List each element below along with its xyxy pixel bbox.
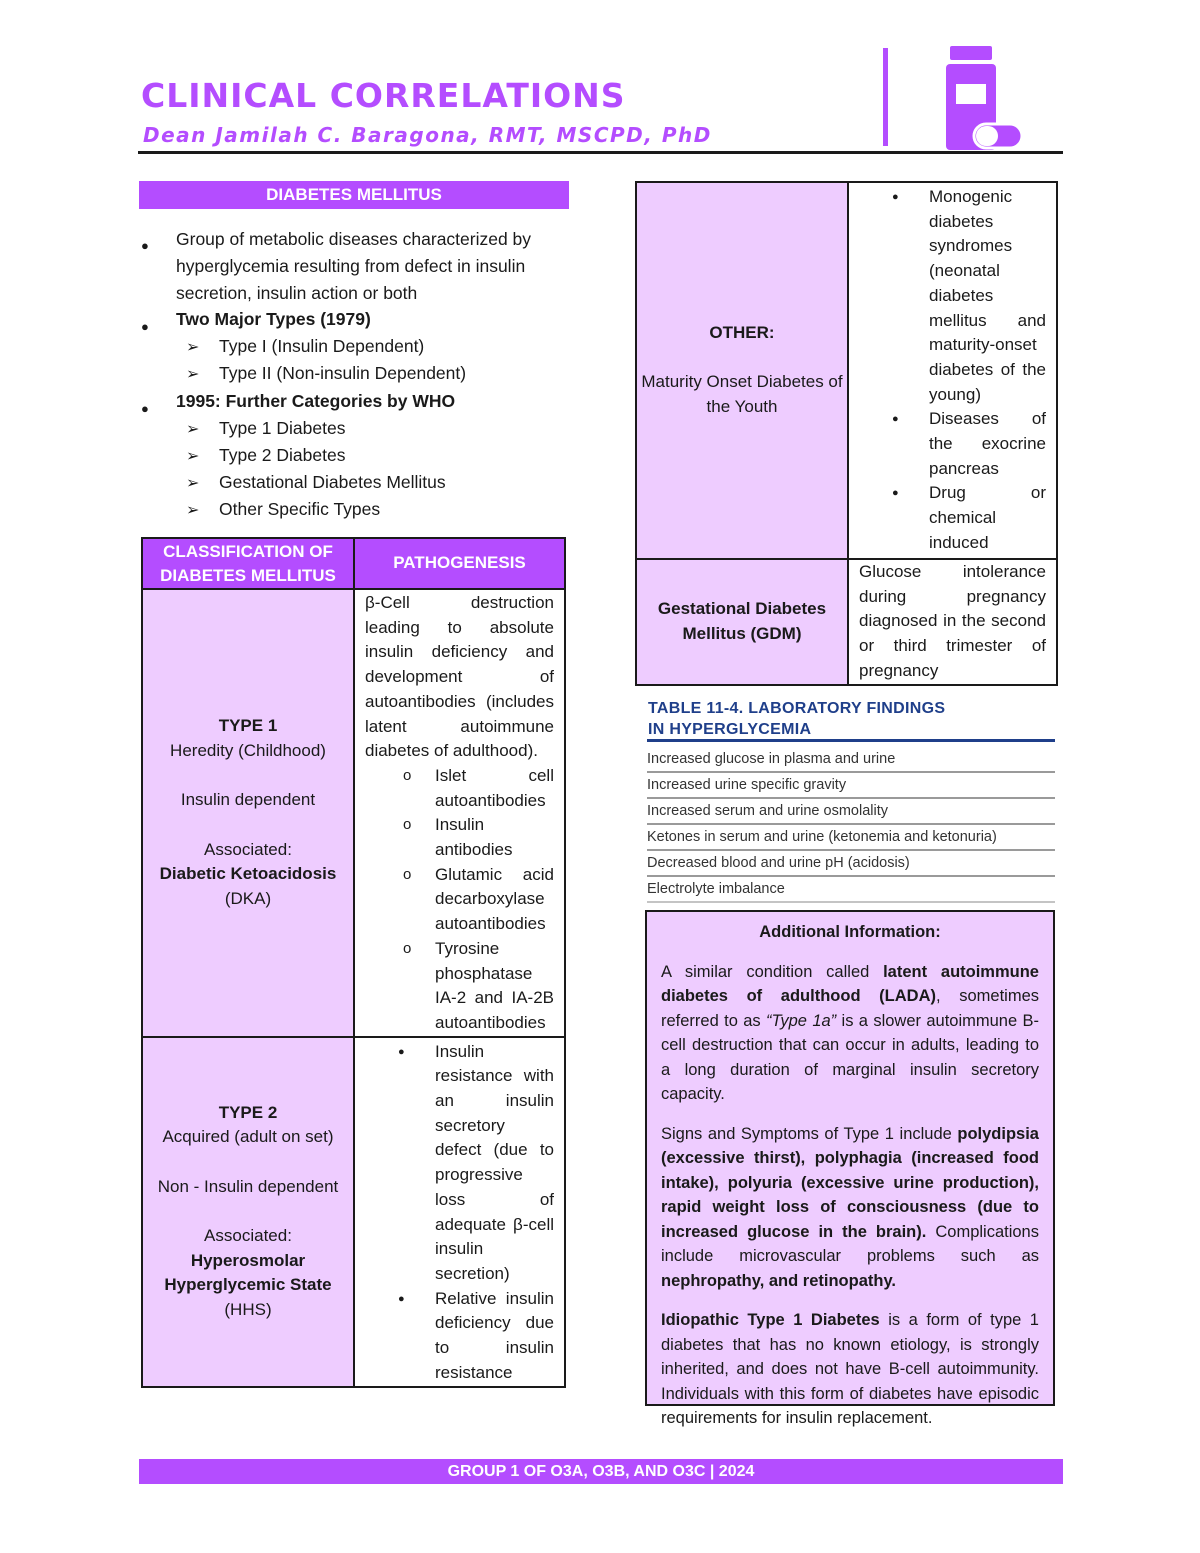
text-span: Complications include microvascular problems such as bbox=[661, 1222, 1039, 1265]
type1-assoc-label: Associated: bbox=[204, 839, 292, 859]
type1-assoc-abbr: (DKA) bbox=[224, 888, 272, 908]
autoantibody-list bbox=[365, 764, 554, 1036]
medicine-bottle-icon bbox=[936, 44, 1026, 156]
list-item: Type 1 Diabetes bbox=[219, 418, 346, 438]
section-title-diabetes: DIABETES MELLITUS bbox=[139, 181, 569, 209]
table-row: Increased serum and urine osmolality bbox=[647, 799, 1055, 825]
idiopathic-paragraph bbox=[661, 1308, 1039, 1431]
type1-assoc-name: Diabetic Ketoacidosis bbox=[159, 864, 337, 884]
author-line: Dean Jamilah C. Baragona, RMT, MSCPD, PhD bbox=[143, 123, 712, 147]
other-subtitle: Maturity Onset Diabetes of the Youth bbox=[641, 372, 843, 417]
list-item: ● Drug or chemical induced bbox=[929, 481, 1046, 555]
list-item: Gestational Diabetes Mellitus bbox=[219, 472, 446, 492]
other-name: OTHER: bbox=[709, 323, 775, 343]
type1-insulin: Insulin dependent bbox=[180, 790, 316, 810]
idiopathic-term: Idiopathic Type 1 Diabetes bbox=[661, 1311, 880, 1329]
gdm-name: Gestational Diabetes Mellitus (GDM) bbox=[636, 559, 848, 685]
complications-terms: nephropathy, and retinopathy. bbox=[661, 1271, 896, 1290]
text-span: is a form of type 1 diabetes that has no known etiology, is strongly inherited, and does not have B-cell autoimmunity. Individuals with this form of diabetes have episodic requirements for insulin replacement. bbox=[661, 1311, 1039, 1427]
arrow-bullet-icon: ➢ bbox=[186, 421, 200, 438]
list-item: o Tyrosine phosphatase IA-2 and IA-2B autoantibodies bbox=[435, 937, 554, 1036]
type2-pathogenesis-cell bbox=[354, 1037, 565, 1387]
table-row: Increased glucose in plasma and urine bbox=[647, 747, 1055, 773]
page-title: CLINICAL CORRELATIONS bbox=[141, 76, 626, 115]
type2-insulin: Non - Insulin dependent bbox=[157, 1176, 339, 1196]
definition-text: Group of metabolic diseases characterized by hyperglycemia resulting from defect in insulin secretion, insulin action or both bbox=[176, 229, 532, 303]
table-row: Ketones in serum and urine (ketonemia and ketonuria) bbox=[647, 825, 1055, 851]
table-row-gdm bbox=[636, 559, 1057, 685]
arrow-bullet-icon: ➢ bbox=[186, 339, 200, 356]
list-item: o Islet cell autoantibodies bbox=[435, 764, 554, 813]
type1a-term: “Type 1a” bbox=[766, 1011, 837, 1030]
table-row-other bbox=[636, 182, 1057, 559]
arrow-bullet-icon: ➢ bbox=[186, 502, 200, 519]
type1-pathogenesis-text: β-Cell destruction leading to absolute insulin deficiency and development of autoantibodies (includes latent autoimmune diabetes of adulthood). bbox=[365, 593, 554, 761]
list-item: ● Diseases of the exocrine pancreas bbox=[929, 407, 1046, 481]
header-rule bbox=[138, 151, 1063, 154]
list-item: ● Monogenic diabetes syndromes (neonatal diabetes mellitus and maturity-onset diabetes of the young) bbox=[929, 185, 1046, 407]
additional-info-box bbox=[645, 910, 1055, 1427]
text-span: , sometimes referred to as bbox=[661, 987, 1039, 1030]
major-types-heading: Two Major Types (1979) bbox=[176, 309, 371, 329]
table-row-type2 bbox=[142, 1037, 565, 1387]
lada-paragraph bbox=[661, 960, 1039, 1107]
type1-name: TYPE 1 bbox=[218, 716, 278, 736]
list-item: ● Insulin resistance with an insulin secretory defect (due to progressive loss of adequate β-cell insulin secretion) bbox=[435, 1040, 554, 1287]
type1-heredity: Heredity (Childhood) bbox=[170, 740, 326, 760]
arrow-bullet-icon: ➢ bbox=[186, 448, 200, 465]
bullet-icon: ● bbox=[141, 401, 149, 416]
type2-pathogenesis-list bbox=[365, 1040, 554, 1386]
list-item: Type I (Insulin Dependent) bbox=[219, 336, 425, 356]
other-types-table bbox=[635, 181, 1058, 686]
type2-assoc-name: Hyperosmolar Hyperglycemic State bbox=[164, 1250, 332, 1295]
text-span: Signs and Symptoms of Type 1 include bbox=[661, 1124, 958, 1143]
bullet-icon: ● bbox=[141, 319, 149, 334]
list-item: Type II (Non-insulin Dependent) bbox=[219, 363, 467, 383]
table-row: Electrolyte imbalance bbox=[647, 877, 1055, 903]
col-header-classification: CLASSIFICATION OF DIABETES MELLITUS bbox=[142, 538, 354, 589]
list-item: Other Specific Types bbox=[219, 499, 381, 519]
table-header-row bbox=[142, 538, 565, 589]
list-item: o Insulin antibodies bbox=[435, 813, 554, 862]
type2-cell bbox=[142, 1037, 354, 1387]
other-items-cell bbox=[848, 182, 1057, 559]
text-span: A similar condition called bbox=[661, 962, 884, 981]
bullet-icon: ● bbox=[141, 238, 149, 253]
text-span: is a slower autoimmune B-cell destruction that can occur in adults, leading to a long duration of marginal insulin secretory capacity. bbox=[661, 1011, 1039, 1103]
type2-acquired: Acquired (adult on set) bbox=[162, 1127, 334, 1147]
arrow-bullet-icon: ➢ bbox=[186, 475, 200, 492]
lab-table-rule bbox=[647, 739, 1055, 742]
additional-info-title: Additional Information: bbox=[759, 923, 941, 941]
list-item: o Glutamic acid decarboxylase autoantibodies bbox=[435, 863, 554, 937]
classification-table bbox=[141, 537, 566, 1388]
type1-pathogenesis-cell bbox=[354, 589, 565, 1037]
col-header-pathogenesis: PATHOGENESIS bbox=[354, 538, 565, 589]
who-heading: 1995: Further Categories by WHO bbox=[176, 391, 456, 411]
other-items-list bbox=[859, 185, 1046, 556]
type2-assoc-label: Associated: bbox=[204, 1225, 292, 1245]
footer: GROUP 1 OF O3A, O3B, AND O3C | 2024 bbox=[139, 1459, 1063, 1484]
lada-term: latent autoimmune diabetes of adulthood (LADA) bbox=[661, 962, 1039, 1005]
list-item: ● Relative insulin deficiency due to insulin resistance bbox=[435, 1287, 554, 1386]
lab-title-line2: IN HYPERGLYCEMIA bbox=[648, 721, 812, 738]
header-divider bbox=[883, 48, 888, 146]
table-row: Increased urine specific gravity bbox=[647, 773, 1055, 799]
other-cell bbox=[636, 182, 848, 559]
type1-cell bbox=[142, 589, 354, 1037]
symptoms-paragraph bbox=[661, 1122, 1039, 1294]
type2-name: TYPE 2 bbox=[218, 1102, 278, 1122]
lab-title-line1: TABLE 11-4. LABORATORY FINDINGS bbox=[648, 700, 946, 717]
table-row: Decreased blood and urine pH (acidosis) bbox=[647, 851, 1055, 877]
gdm-description: Glucose intolerance during pregnancy diagnosed in the second or third trimester of pregnancy bbox=[848, 559, 1057, 685]
table-row-type1 bbox=[142, 589, 565, 1037]
list-item: Type 2 Diabetes bbox=[219, 445, 346, 465]
arrow-bullet-icon: ➢ bbox=[186, 366, 200, 383]
symptoms-terms: polydipsia (excessive thirst), polyphagia (increased food intake), polyuria (excessive urine production), rapid weight loss of consciousness (due to increased glucose in the brain). bbox=[661, 1124, 1039, 1241]
lab-table-title bbox=[648, 698, 945, 740]
type2-assoc-abbr: (HHS) bbox=[224, 1300, 272, 1320]
